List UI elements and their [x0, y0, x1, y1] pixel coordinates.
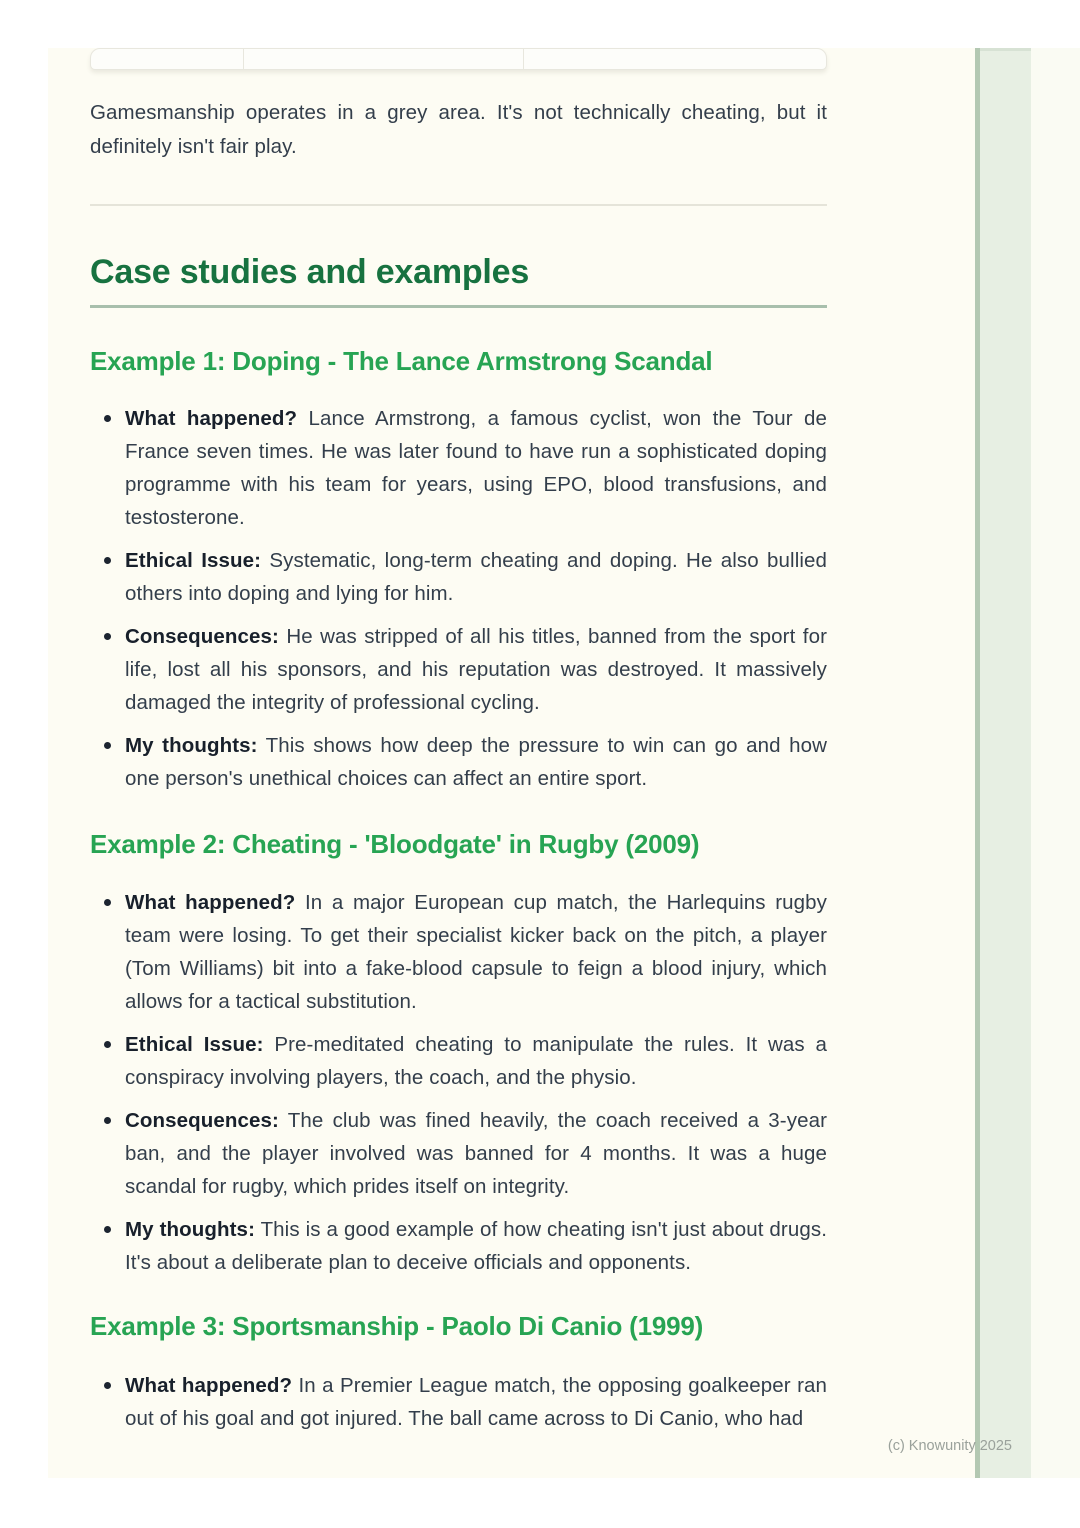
bullet-label: What happened? — [125, 891, 296, 914]
bullet-dot — [104, 899, 111, 906]
bullet-text — [125, 1028, 827, 1094]
bullet-text — [125, 1369, 827, 1435]
intro-paragraph: Gamesmanship operates in a grey area. It's not technically cheating, but it definitely isn't fair play. — [90, 101, 827, 158]
list-item — [90, 729, 827, 795]
bullet-text — [125, 620, 827, 719]
copyright-watermark: (c) Knowunity 2025 — [887, 1438, 1012, 1454]
bullet-label: Consequences: — [125, 1109, 279, 1132]
example-3-title: Example 3: Sportsmanship - Paolo Di Canio (1999) — [90, 1311, 704, 1341]
section-title-underline — [90, 305, 827, 308]
list-item — [90, 1213, 827, 1279]
list-item — [90, 1104, 827, 1203]
example-1-list — [90, 402, 827, 795]
bullet-label: My thoughts: — [125, 734, 258, 757]
list-item — [90, 886, 827, 1018]
list-item — [90, 620, 827, 719]
bullet-body: He was stripped of all his titles, banned from the sport for life, lost all his sponsors, and his reputation was destroyed. It massively damaged the integrity of professional cycling. — [125, 625, 827, 714]
bullet-dot — [104, 557, 111, 564]
bullet-text — [125, 1104, 827, 1203]
bullet-label: What happened? — [125, 407, 298, 430]
bullet-dot — [104, 742, 111, 749]
page-edge-band — [980, 48, 1031, 1478]
bullet-body: In a major European cup match, the Harlequins rugby team were losing. To get their specialist kicker back on the pitch, a player (Tom Williams) bit into a fake-blood capsule to feign a blood injury, which allows for a tactical substitution. — [125, 891, 828, 1013]
bullet-dot — [104, 633, 111, 640]
bullet-dot — [104, 1041, 111, 1048]
bullet-body: Systematic, long-term cheating and doping. He also bullied others into doping and lying for him. — [125, 549, 827, 605]
list-item — [90, 1028, 827, 1094]
bullet-dot — [104, 415, 111, 422]
example-1-title: Example 1: Doping - The Lance Armstrong Scandal — [90, 346, 713, 376]
bullet-label: My thoughts: — [125, 1218, 255, 1241]
page-edge-outer — [1031, 48, 1080, 1478]
bullet-body: Pre-meditated cheating to manipulate the rules. It was a conspiracy involving players, the coach, and the physio. — [125, 1033, 828, 1089]
bullet-text — [125, 402, 827, 534]
bullet-label: Ethical Issue: — [125, 549, 262, 572]
list-item — [90, 544, 827, 610]
bullet-body: Lance Armstrong, a famous cyclist, won the Tour de France seven times. He was later found to have run a sophisticated doping programme with his team for years, using EPO, blood transfusions, and testosterone. — [125, 407, 828, 529]
list-item — [90, 402, 827, 534]
bullet-text — [125, 1213, 827, 1279]
bullet-body: In a Premier League match, the opposing goalkeeper ran out of his goal and got injured. The ball came across to Di Canio, who had — [125, 1374, 827, 1430]
example-2-title: Example 2: Cheating - 'Bloodgate' in Rugby (2009) — [90, 829, 700, 859]
bullet-text — [125, 729, 827, 795]
bullet-label: What happened? — [125, 1374, 293, 1397]
bullet-body: The club was fined heavily, the coach received a 3-year ban, and the player involved was banned for 4 months. It was a huge scandal for rugby, which prides itself on integrity. — [125, 1109, 827, 1198]
bullet-label: Ethical Issue: — [125, 1033, 264, 1056]
example-2-list — [90, 886, 827, 1279]
section-divider — [90, 204, 827, 206]
bullet-text — [125, 544, 827, 610]
bullet-text — [125, 886, 827, 1018]
list-item — [90, 1369, 827, 1435]
bullet-body: This is a good example of how cheating isn't just about drugs. It's about a deliberate plan to deceive officials and opponents. — [125, 1218, 827, 1274]
bullet-dot — [104, 1226, 111, 1233]
bullet-label: Consequences: — [125, 625, 279, 648]
bullet-body: This shows how deep the pressure to win can go and how one person's unethical choices can affect an entire sport. — [125, 734, 827, 790]
content-column — [90, 0, 827, 1435]
section-title: Case studies and examples — [90, 253, 530, 291]
bullet-dot — [104, 1382, 111, 1389]
example-3-list — [90, 1369, 827, 1435]
bullet-dot — [104, 1117, 111, 1124]
